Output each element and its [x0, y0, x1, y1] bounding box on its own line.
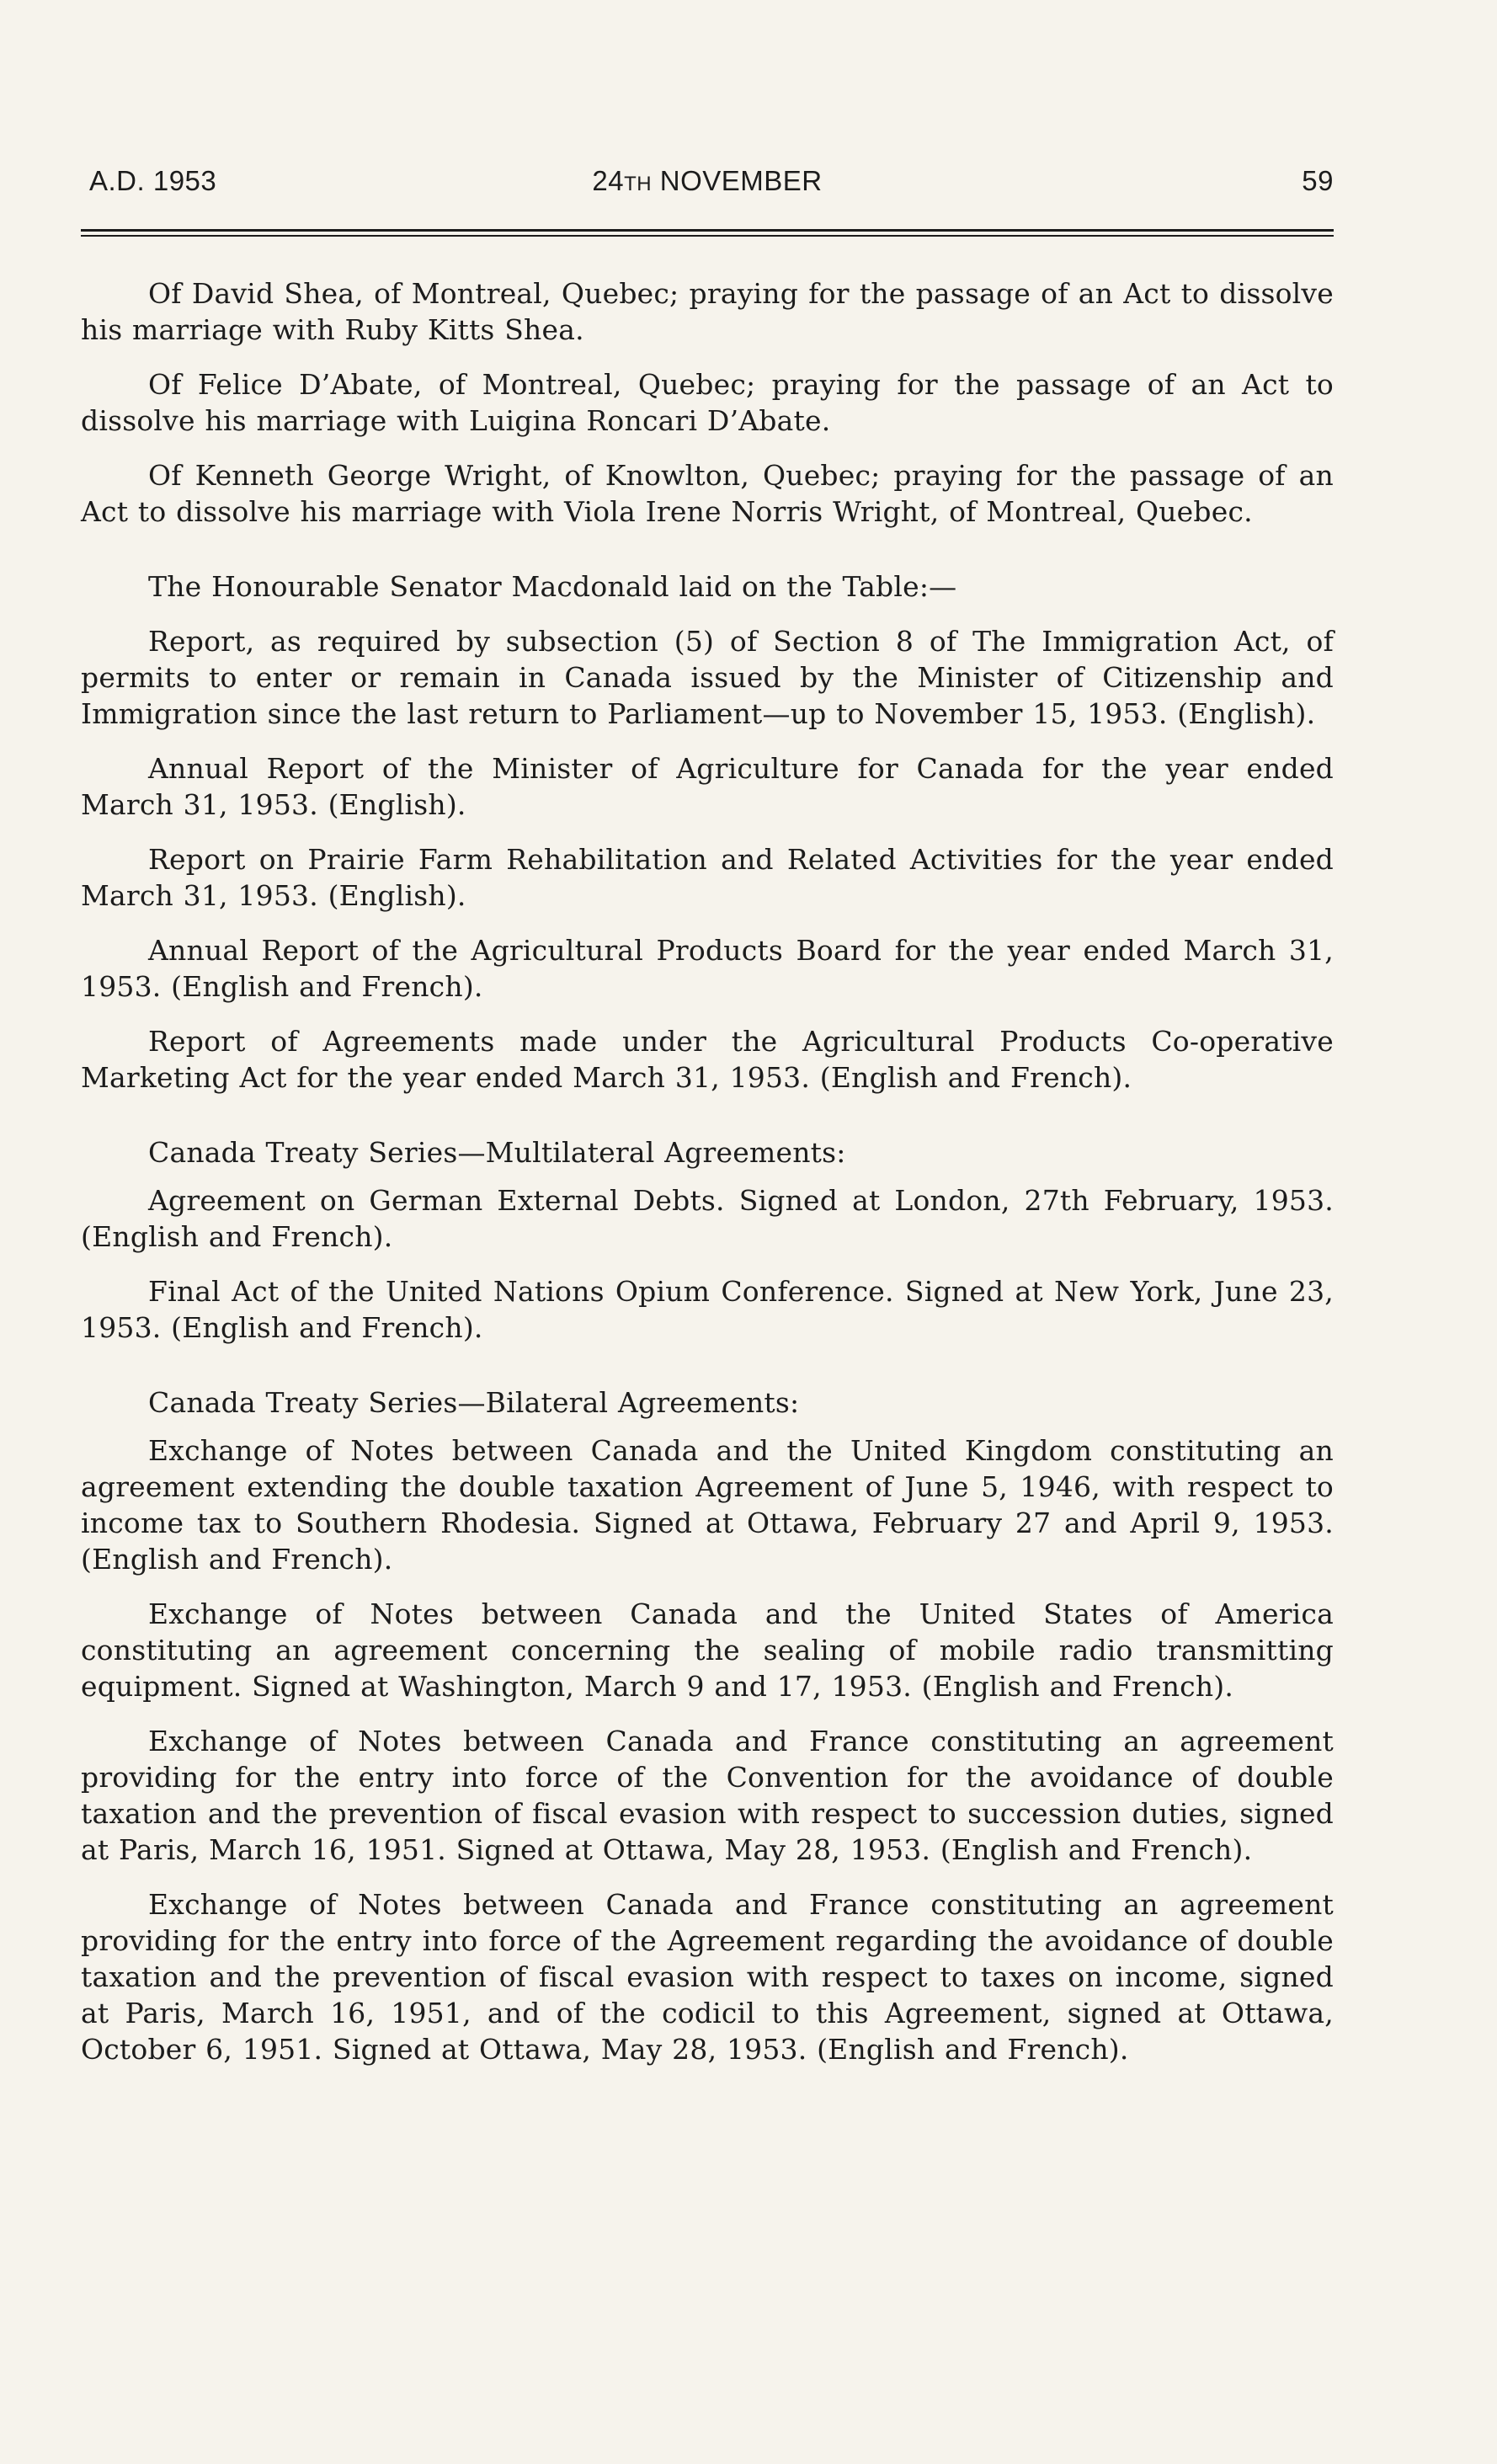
heading-multilateral: Canada Treaty Series—Multilateral Agreements: — [148, 1136, 846, 1169]
petition-dabate: Of Felice D’Abate, of Montreal, Quebec; praying for the passage of an Act to dissolve his marriage with Luigina Roncari D’Abate. — [81, 368, 1334, 437]
notes-usa-radio: Exchange of Notes between Canada and the United States of America constituting an agreement concerning the sealing of mobile radio transmitting equipment. Signed at Washington, March 9 and 17, 1953. (English and French). — [81, 1597, 1334, 1703]
header-day-suffix: TH — [624, 173, 653, 195]
notes-france-income: Exchange of Notes between Canada and France constituting an agreement providing for the entry into force of the Agreement regarding the avoidance of double taxation and the prevention of fiscal evasion with respect to taxes on income, signed at Paris, March 16, 1951, and of the codicil to this Agreement, signed at Ottawa, October 6, 1951. Signed at Ottawa, May 28, 1953. (English and French). — [81, 1888, 1334, 2066]
page-number: 59 — [1302, 165, 1334, 196]
report-cooperative-marketing: Report of Agreements made under the Agricultural Products Co-operative Marketing Act for the year ended March 31, 1953. (English and French). — [81, 1025, 1334, 1094]
report-prairie-farm: Report on Prairie Farm Rehabilitation and Related Activities for the year ended March 31, 1953. (English). — [81, 843, 1334, 912]
heading-bilateral: Canada Treaty Series—Bilateral Agreements: — [148, 1386, 800, 1419]
header-year: A.D. 1953 — [89, 165, 217, 196]
header-day-number: 24 — [592, 165, 625, 196]
notes-uk-rhodesia: Exchange of Notes between Canada and the United Kingdom constituting an agreement extending the double taxation Agreement of June 5, 1946, with respect to income tax to Southern Rhodesia. Signed at Ottawa, February 27 and April 9, 1953. (English and French). — [81, 1434, 1334, 1576]
report-products-board: Annual Report of the Agricultural Products Board for the year ended March 31, 1953. (English and French). — [81, 934, 1334, 1003]
report-immigration: Report, as required by subsection (5) of Section 8 of The Immigration Act, of permits to enter or remain in Canada issued by the Minister of Citizenship and Immigration since the last return to Parliament—up to November 15, 1953. (English). — [81, 625, 1334, 730]
page-body — [81, 275, 1334, 2067]
agreement-opium-conference: Final Act of the United Nations Opium Conference. Signed at New York, June 23, 1953. (English and French). — [81, 1275, 1334, 1344]
running-head — [81, 165, 1334, 205]
header-rule-thin — [81, 235, 1334, 237]
report-agriculture: Annual Report of the Minister of Agriculture for Canada for the year ended March 31, 1953. (English). — [81, 752, 1334, 821]
petition-wright: Of Kenneth George Wright, of Knowlton, Quebec; praying for the passage of an Act to dissolve his marriage with Viola Irene Norris Wright, of Montreal, Quebec. — [81, 459, 1334, 528]
agreement-german-debts: Agreement on German External Debts. Signed at London, 27th February, 1953. (English and French). — [81, 1184, 1334, 1253]
header-rule-thick — [81, 229, 1334, 232]
tabled-intro: The Honourable Senator Macdonald laid on the Table:— — [148, 570, 957, 603]
header-month: NOVEMBER — [659, 165, 823, 196]
notes-france-succession: Exchange of Notes between Canada and France constituting an agreement providing for the entry into force of the Convention for the avoidance of double taxation and the prevention of fiscal evasion with respect to succession duties, signed at Paris, March 16, 1951. Signed at Ottawa, May 28, 1953. (English and French). — [81, 1725, 1334, 1866]
journal-page — [81, 165, 1334, 2086]
petition-shea: Of David Shea, of Montreal, Quebec; praying for the passage of an Act to dissolve his marriage with Ruby Kitts Shea. — [81, 277, 1334, 346]
header-date — [81, 165, 1334, 197]
